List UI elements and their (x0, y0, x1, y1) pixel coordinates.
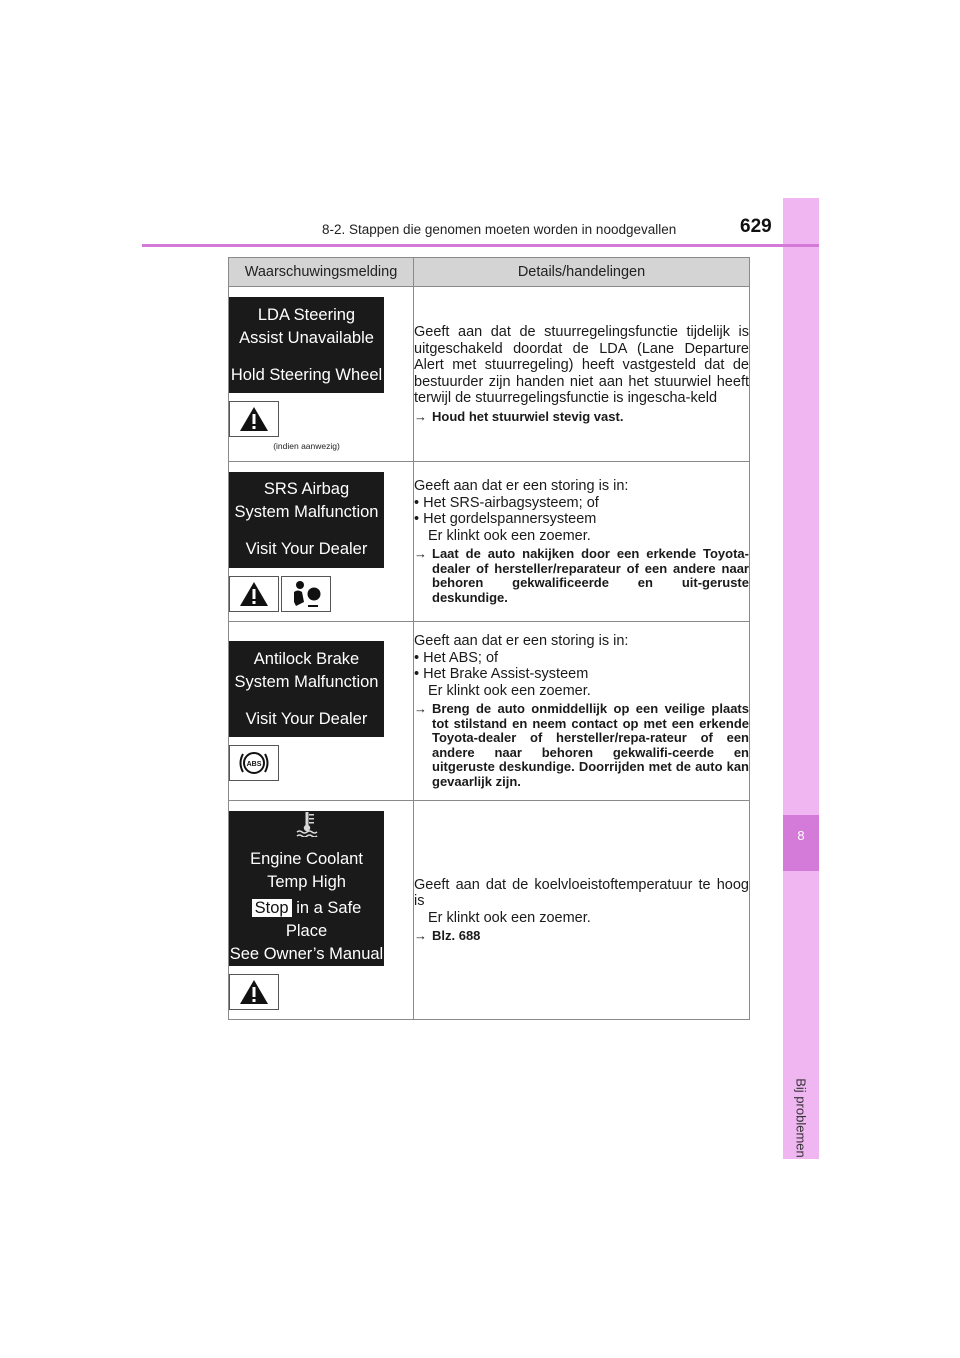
bullet-item: • Het SRS-airbagsysteem; of (414, 494, 599, 511)
arrow-icon: → (414, 928, 427, 943)
abs-icon (229, 745, 279, 781)
table-row (229, 622, 750, 801)
warning-triangle-icon (229, 576, 279, 612)
action-text: → Houd het stuurwiel stevig vast. (414, 408, 624, 424)
chapter-number: 8 (797, 828, 805, 843)
warning-messages-table (228, 257, 750, 1020)
buzzer-note: Er klinkt ook een zoemer. (428, 909, 591, 926)
arrow-icon: → (414, 546, 427, 561)
stop-label: Stop (252, 899, 292, 917)
coolant-temperature-icon (229, 811, 384, 844)
action-text (414, 929, 749, 944)
page-number: 629 (740, 216, 772, 237)
buzzer-note: Er klinkt ook een zoemer. (428, 527, 591, 544)
display-line: Engine Coolant (250, 849, 363, 868)
table-row (229, 462, 750, 622)
arrow-icon: → (414, 408, 427, 424)
bullet-item: • Het ABS; of (414, 649, 499, 666)
display-line: System Malfunction (234, 503, 379, 521)
details-cell (414, 287, 750, 462)
display-line: Temp High (267, 872, 346, 891)
warning-image-cell (229, 801, 414, 1020)
details-cell (414, 622, 750, 801)
display-line: System Malfunction (234, 672, 379, 691)
srs-display-message (229, 472, 384, 568)
display-line: See Owner’s Manual (229, 944, 384, 963)
abs-display-message (229, 641, 384, 737)
column-header-details: Details/handelingen (414, 258, 750, 287)
display-line: Visit Your Dealer (245, 540, 368, 558)
warning-image-cell (229, 287, 414, 462)
details-text: Geeft aan dat de koelvloeistoftemperatuur te hoog is (414, 876, 749, 909)
table-row (229, 287, 750, 462)
bullet-item: • Het Brake Assist-systeem (414, 666, 589, 682)
display-line: Assist Unavailable (239, 328, 374, 347)
column-header-warning: Waarschuwingsmelding (229, 258, 414, 287)
coolant-display-message (229, 811, 384, 966)
details-intro: Geeft aan dat er een storing is in: (414, 478, 629, 494)
warning-image-cell (229, 462, 414, 622)
buzzer-note: Er klinkt ook een zoemer. (428, 682, 591, 699)
display-line-stop: Stop in a Safe Place (229, 897, 384, 943)
page-reference-link[interactable]: Blz. 688 (432, 928, 481, 943)
table-row (229, 801, 750, 1020)
details-cell (414, 801, 750, 1020)
header-rule (142, 244, 819, 247)
display-line: Visit Your Dealer (245, 709, 368, 728)
bullet-item: • Het gordelspannersysteem (414, 511, 597, 527)
display-line: Hold Steering Wheel (230, 365, 383, 384)
table-header-row (229, 258, 750, 287)
warning-triangle-icon (229, 974, 279, 1010)
arrow-icon: → (414, 701, 427, 716)
section-title: 8-2. Stappen die genomen moeten worden in noodgevallen (322, 222, 677, 237)
action-text: → Laat de auto nakijken door een erkende Toyota-dealer of hersteller/reparateur of een andere naar behoren gekwalificeerde en uit-geruste deskundige. (414, 546, 749, 605)
chapter-side-tab (783, 198, 819, 1159)
airbag-icon (281, 576, 331, 612)
chapter-name: Bij problemen (793, 1078, 809, 1158)
details-intro: Geeft aan dat er een storing is in: (414, 633, 629, 649)
action-text: → Breng de auto onmiddellijk op een veilige plaats tot stilstand en neem contact op met een erkende Toyota-dealer of hersteller/repa-rateur of een andere naar behoren gekwalifi-ceerde en uitgeruste deskundige. Doorrijden met de auto kan gevaarlijk zijn. (414, 701, 749, 789)
display-line: Antilock Brake (253, 649, 360, 668)
abs-icon-label: ABS (246, 761, 262, 768)
display-line: LDA Steering (257, 305, 356, 324)
display-line: SRS Airbag (263, 480, 350, 498)
availability-note: (indien aanwezig) (273, 441, 340, 451)
lda-display-message (229, 297, 384, 393)
warning-triangle-icon (229, 401, 279, 437)
warning-image-cell (229, 622, 414, 801)
chapter-number-box (783, 815, 819, 871)
details-cell (414, 462, 750, 622)
details-text: Geeft aan dat de stuurregelingsfunctie tijdelijk is uitgeschakeld doordat de LDA (Lane Departure Alert met stuurregeling) heeft vastgesteld dat de bestuurder zijn handen niet aan het stuurwiel heeft terwijl de stuurregelingsfunctie is ingescha-keld (414, 324, 749, 406)
